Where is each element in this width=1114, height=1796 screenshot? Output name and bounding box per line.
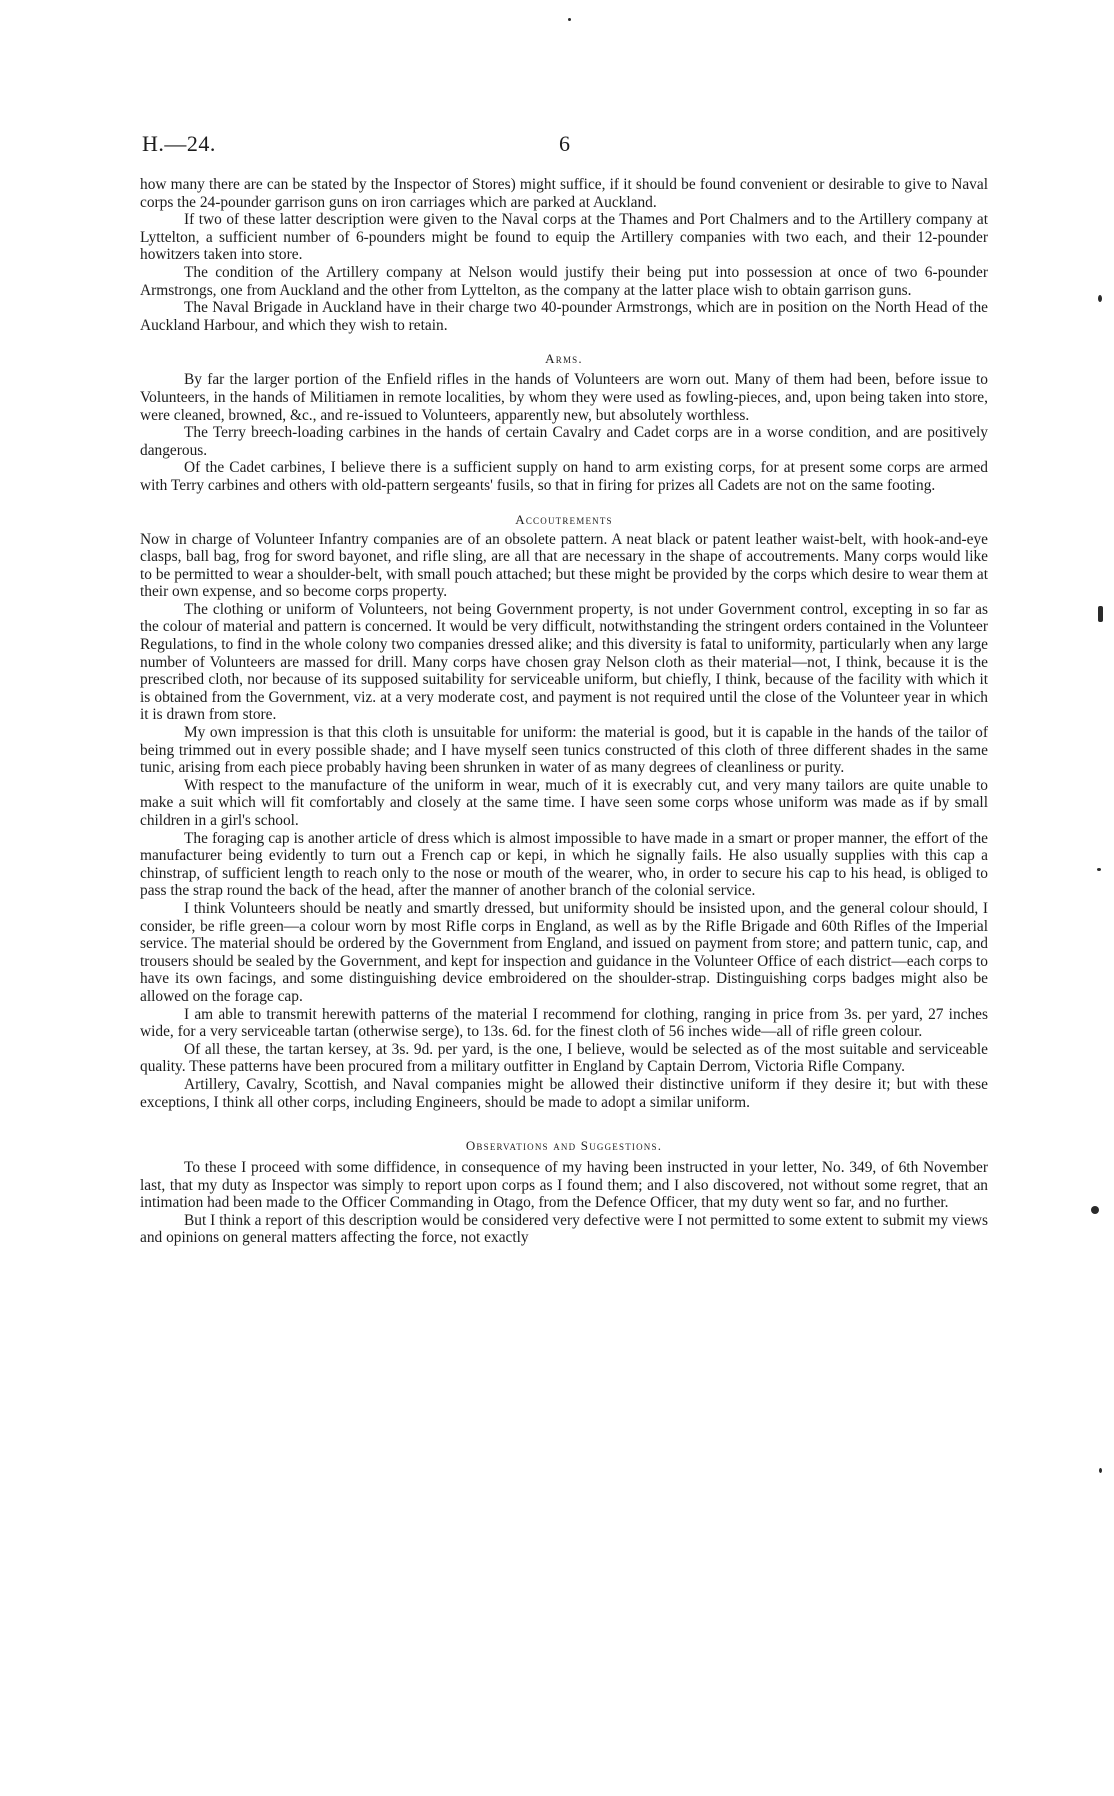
paragraph: The foraging cap is another article of dress which is almost impossible to have made in a smart or proper manner, the effort of the manufacturer being evidently to turn out a French cap or kepi, in which he signally fails. He also usually supplies with this cap a chinstrap, of sufficient length to reach only to the nose or mouth of the wearer, who, in order to secure his cap to his head, is obliged to pass the strap round the back of the head, after the manner of another branch of the colonial service. — [140, 829, 988, 900]
paragraph: The Terry breech-loading carbines in the hands of certain Cavalry and Cadet corps are in a worse condition, and are positively dangerous. — [140, 424, 988, 459]
paragraph: I think Volunteers should be neatly and smartly dressed, but uniformity should be insisted upon, and the general colour should, I consider, be rifle green—a colour worn by most Rifle corps in England, as well as by the Rifle Brigade and 60th Rifles of the Imperial service. The material should be ordered by the Government from England, and issued on payment from store; and pattern tunic, cap, and trousers should be sealed by the Government, and kept for inspection and guidance in the Volunteer Office of each district—each corps to have its own facings, and some distinguishing device embroidered on the shoulder-strap. Distinguishing corps badges might also be allowed on the forage cap. — [140, 899, 988, 1005]
section-heading-accoutrements: Accoutrements — [515, 511, 613, 527]
paragraph: To these I proceed with some diffidence, in consequence of my having been instructed in your letter, No. 349, of 6th November last, that my duty as Inspector was simply to report upon corps as I found them; and I also discovered, not without some regret, that an intimation had been made to the Officer Commanding in Otago, from the Defence Officer, that my duty went so far, and no further. — [140, 1159, 988, 1212]
margin-ink-mark — [1091, 1206, 1099, 1214]
section-heading-observations: Observations and Suggestions. — [465, 1138, 663, 1154]
margin-ink-mark — [1098, 295, 1102, 302]
paragraph: Of all these, the tartan kersey, at 3s. 9d. per yard, is the one, I believe, would be selected as of the most suitable and serviceable quality. These patterns have been procured from a military outfitter in England by Captain Derrom, Victoria Rifle Company. — [140, 1040, 988, 1076]
paragraph: The clothing or uniform of Volunteers, not being Government property, is not under Government control, excepting in so far as the colour of material and pattern is concerned. It would be very difficult, notwithstanding the stringent orders contained in the Volunteer Regulations, to find in the whole colony two companies dressed alike; and this diversity is fatal to uniformity, particularly when any large number of Volunteers are massed for drill. Many corps have chosen gray Nelson cloth as their material—not, I think, because it is the prescribed cloth, nor because of its supposed suitability for serviceable uniform, but chiefly, I think, because of the facility with which it is obtained from the Government, viz. at a very moderate cost, and payment is not required until the close of the Volunteer year in which it is drawn from store. — [140, 600, 989, 724]
paragraph: Now in charge of Volunteer Infantry companies are of an obsolete pattern. A neat black or patent leather waist-belt, with hook-and-eye clasps, ball bag, frog for sword bayonet, and rifle sling, are all that are necessary in the shape of accoutrements. Many corps would like to be permitted to wear a shoulder-belt, with small pouch attached; but these might be provided by the corps which desire to wear them at their own expense, and so become corps property. — [140, 530, 988, 601]
page-number: 6 — [559, 131, 570, 156]
paragraph: By far the larger portion of the Enfield rifles in the hands of Volunteers are worn out. Many of them had been, before issue to Volunteers, in the hands of Militiamen in remote localities, by whom they were used as fowling-pieces, and, upon being taken into store, were cleaned, browned, &c., and re-issued to Volunteers, apparently new, but absolutely worthless. — [140, 371, 988, 424]
paragraph: Of the Cadet carbines, I believe there is a sufficient supply on hand to arm existing corps, for at present some corps are armed with Terry carbines and others with old-pattern sergeants' fusils, so that in firing for prizes all Cadets are not on the same footing. — [140, 459, 988, 494]
margin-ink-mark — [568, 18, 571, 21]
paragraph: how many there are can be stated by the Inspector of Stores) might suffice, if it should be found convenient or desirable to give to Naval corps the 24-pounder garrison guns on iron carriages which are parked at Auckland. — [140, 176, 988, 211]
section-heading-arms: Arms. — [545, 351, 583, 367]
paragraph: The Naval Brigade in Auckland have in their charge two 40-pounder Armstrongs, which are in position on the North Head of the Auckland Harbour, and which they wish to retain. — [140, 299, 988, 334]
paragraph: With respect to the manufacture of the uniform in wear, much of it is execrably cut, and very many tailors are quite unable to make a suit which will fit comfortably and closely at the same time. I have seen some corps whose uniform was made as if by small children in a girl's school. — [140, 776, 988, 829]
margin-ink-mark — [1099, 1468, 1102, 1473]
margin-ink-mark — [1098, 606, 1103, 622]
paragraph: But I think a report of this description would be considered very defective were I not permitted to some extent to submit my views and opinions on general matters affecting the force, not exactly — [140, 1211, 988, 1247]
paragraph: My own impression is that this cloth is unsuitable for uniform: the material is good, but it is capable in the hands of the tailor of being trimmed out in every possible shade; and I have myself seen tunics constructed of this cloth of three different shades in the same tunic, arising from each piece probably having been shrunken in water of as many degrees of cleanliness or purity. — [140, 724, 988, 777]
paragraph: Artillery, Cavalry, Scottish, and Naval companies might be allowed their distinctive uniform if they desire it; but with these exceptions, I think all other corps, including Engineers, should be made to adopt a similar uniform. — [140, 1075, 988, 1111]
paragraph: If two of these latter description were given to the Naval corps at the Thames and Port Chalmers and to the Artillery company at Lyttelton, a sufficient number of 6-pounders might be found to equip the Artillery companies with two each, and their 12-pounder howitzers taken into store. — [140, 211, 988, 264]
body-text — [140, 176, 988, 1247]
page-header — [142, 131, 987, 161]
paragraph: The condition of the Artillery company at Nelson would justify their being put into possession at once of two 6-pounder Armstrongs, one from Auckland and the other from Lyttelton, as the company at the latter place wish to obtain garrison guns. — [140, 263, 988, 299]
document-reference: H.—24. — [142, 131, 216, 156]
paragraph: I am able to transmit herewith patterns of the material I recommend for clothing, ranging in price from 3s. per yard, 27 inches wide, for a very serviceable tartan (otherwise serge), to 13s. 6d. for the finest cloth of 56 inches wide—all of rifle green colour. — [140, 1005, 988, 1041]
margin-ink-mark — [1097, 868, 1101, 871]
